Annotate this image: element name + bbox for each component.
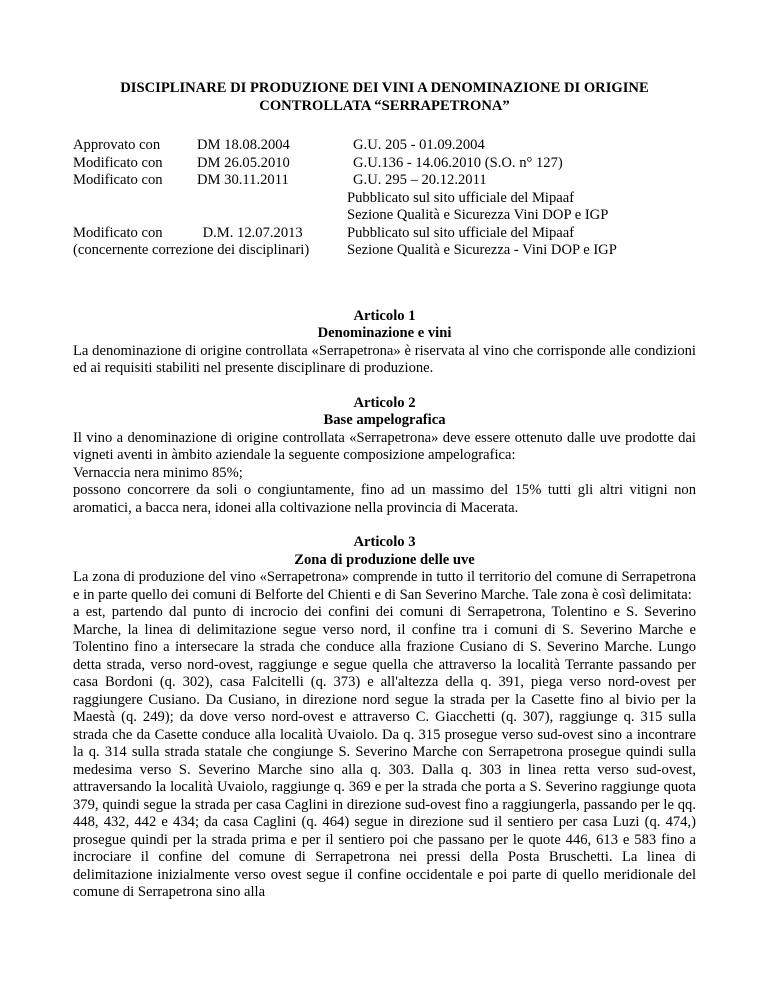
approval-label: Modificato con: [73, 172, 163, 188]
approval-gu: G.U. 295 – 20.12.2011: [353, 172, 487, 188]
approval-dm: DM 18.08.2004: [197, 137, 290, 153]
modification-pub-line-2: Sezione Qualità e Sicurezza - Vini DOP e IGP: [347, 242, 617, 258]
approval-pub-line-1: Pubblicato sul sito ufficiale del Mipaaf: [347, 189, 575, 206]
modification-2013-right: [345, 225, 696, 260]
document-title-line-1: DISCIPLINARE DI PRODUZIONE DEI VINI A DENOMINAZIONE DI ORIGINE: [120, 80, 649, 96]
article-3-heading: Zona di produzione delle uve: [294, 551, 475, 568]
approval-gu-block: [345, 172, 696, 225]
modification-2013-left: [73, 225, 345, 260]
approval-label: Modificato con: [73, 154, 163, 171]
article-1-heading: Denominazione e vini: [317, 325, 452, 341]
approval-label: Approvato con: [73, 137, 161, 153]
article-3-number: Articolo 3: [353, 534, 416, 550]
approval-dm: DM 26.05.2010: [197, 154, 290, 171]
approval-gu: G.U. 205 - 01.09.2004: [353, 137, 485, 153]
approval-pub-line-2: Sezione Qualità e Sicurezza Vini DOP e IGP: [347, 207, 609, 223]
modification-dm: D.M. 12.07.2013: [202, 224, 303, 241]
modification-pub-line-1: Pubblicato sul sito ufficiale del Mipaaf: [347, 224, 575, 241]
approval-dm: DM 30.11.2011: [197, 172, 289, 188]
article-1-text: La denominazione di origine controllata «Serrapetrona» è riservata al vino che corrisponde alle condizioni ed ai requisiti stabiliti nel presente disciplinare di produzione.: [73, 342, 696, 376]
article-2-paragraph-3: possono concorrere da soli o congiuntamente, fino ad un massimo del 15% tutti gli altri vitigni non aromatici, a bacca nera, idonei alla coltivazione nella provincia di Macerata.: [73, 482, 696, 516]
modification-label: Modificato con: [73, 224, 163, 241]
article-2-heading: Base ampelografica: [323, 412, 446, 428]
approval-table: [73, 137, 696, 260]
document-title-line-2: CONTROLLATA “SERRAPETRONA”: [259, 97, 510, 114]
article-2-number: Articolo 2: [353, 394, 416, 411]
modification-note: (concernente correzione dei disciplinari): [73, 242, 310, 258]
article-2-paragraph-2: Vernaccia nera minimo 85%;: [73, 464, 243, 481]
article-1-number: Articolo 1: [353, 307, 416, 324]
approval-gu: G.U.136 - 14.06.2010 (S.O. n° 127): [353, 154, 563, 171]
article-3-paragraph-1: La zona di produzione del vino «Serrapetrona» comprende in tutto il territorio del comune di Serrapetrona e in parte quello dei comuni di Belforte del Chienti e di San Severino Marche. Tale zona è così delimitata:: [73, 569, 696, 603]
article-3-paragraph-2: a est, partendo dal punto di incrocio dei confini dei comuni di Serrapetrona, Tolentino e S. Severino Marche, la linea di delimitazione segue verso nord, il confine tra i comuni di S. Severino Marche e Tolentino fino a intersecare la strada che conduce alla frazione Cusiano di S. Severino Marche. Lungo detta strada, verso nord-ovest, raggiunge e segue quella che attraverso la località Terrante passando per casa Bordoni (q. 302), casa Falcitelli (q. 373) e all'altezza della q. 391, piega verso nord-ovest per raggiungere Cusiano. Da Cusiano, in direzione nord segue la strada per la Casette fino al bivio per la Maestà (q. 249); da dove verso nord-ovest e attraverso C. Giacchetti (q. 307), raggiunge q. 315 sulla strada che da Casette conduce alla località Uvaiolo. Da q. 315 prosegue verso sud-ovest sino a incontrare la q. 314 sulla strada statale che congiunge S. Severino Marche con Serrapetrona prosegue quindi sulla medesima verso S. Severino Marche sino alla q. 303. Dalla q. 303 in linea retta verso sud-ovest, attraversando la località Uvaiolo, raggiunge q. 369 e per la strada che porta a S. Severino raggiunge quota 379, quindi segue la strada per casa Caglini in direzione sud-ovest fino a raggiungerla, passando per le qq. 448, 432, 442 e 434; da casa Caglini (q. 464) segue in direzione sud il sentiero per casa Luzi (q. 474,) prosegue quindi per la strada prima e per il sentiero poi che passano per le quote 446, 613 e 583 fino a incrociare il confine del comune di Serrapetrona nei pressi della Posta Bruschetti. La linea di delimitazione inizialmente verso ovest segue il confine occidentale e poi parte di quello meridionale del comune di Serrapetrona sino alla: [73, 604, 696, 900]
article-2-paragraph-1: Il vino a denominazione di origine controllata «Serrapetrona» deve essere ottenuto dalle uve prodotte dai vigneti aventi in àmbito aziendale la seguente composizione ampelografica:: [73, 429, 696, 463]
